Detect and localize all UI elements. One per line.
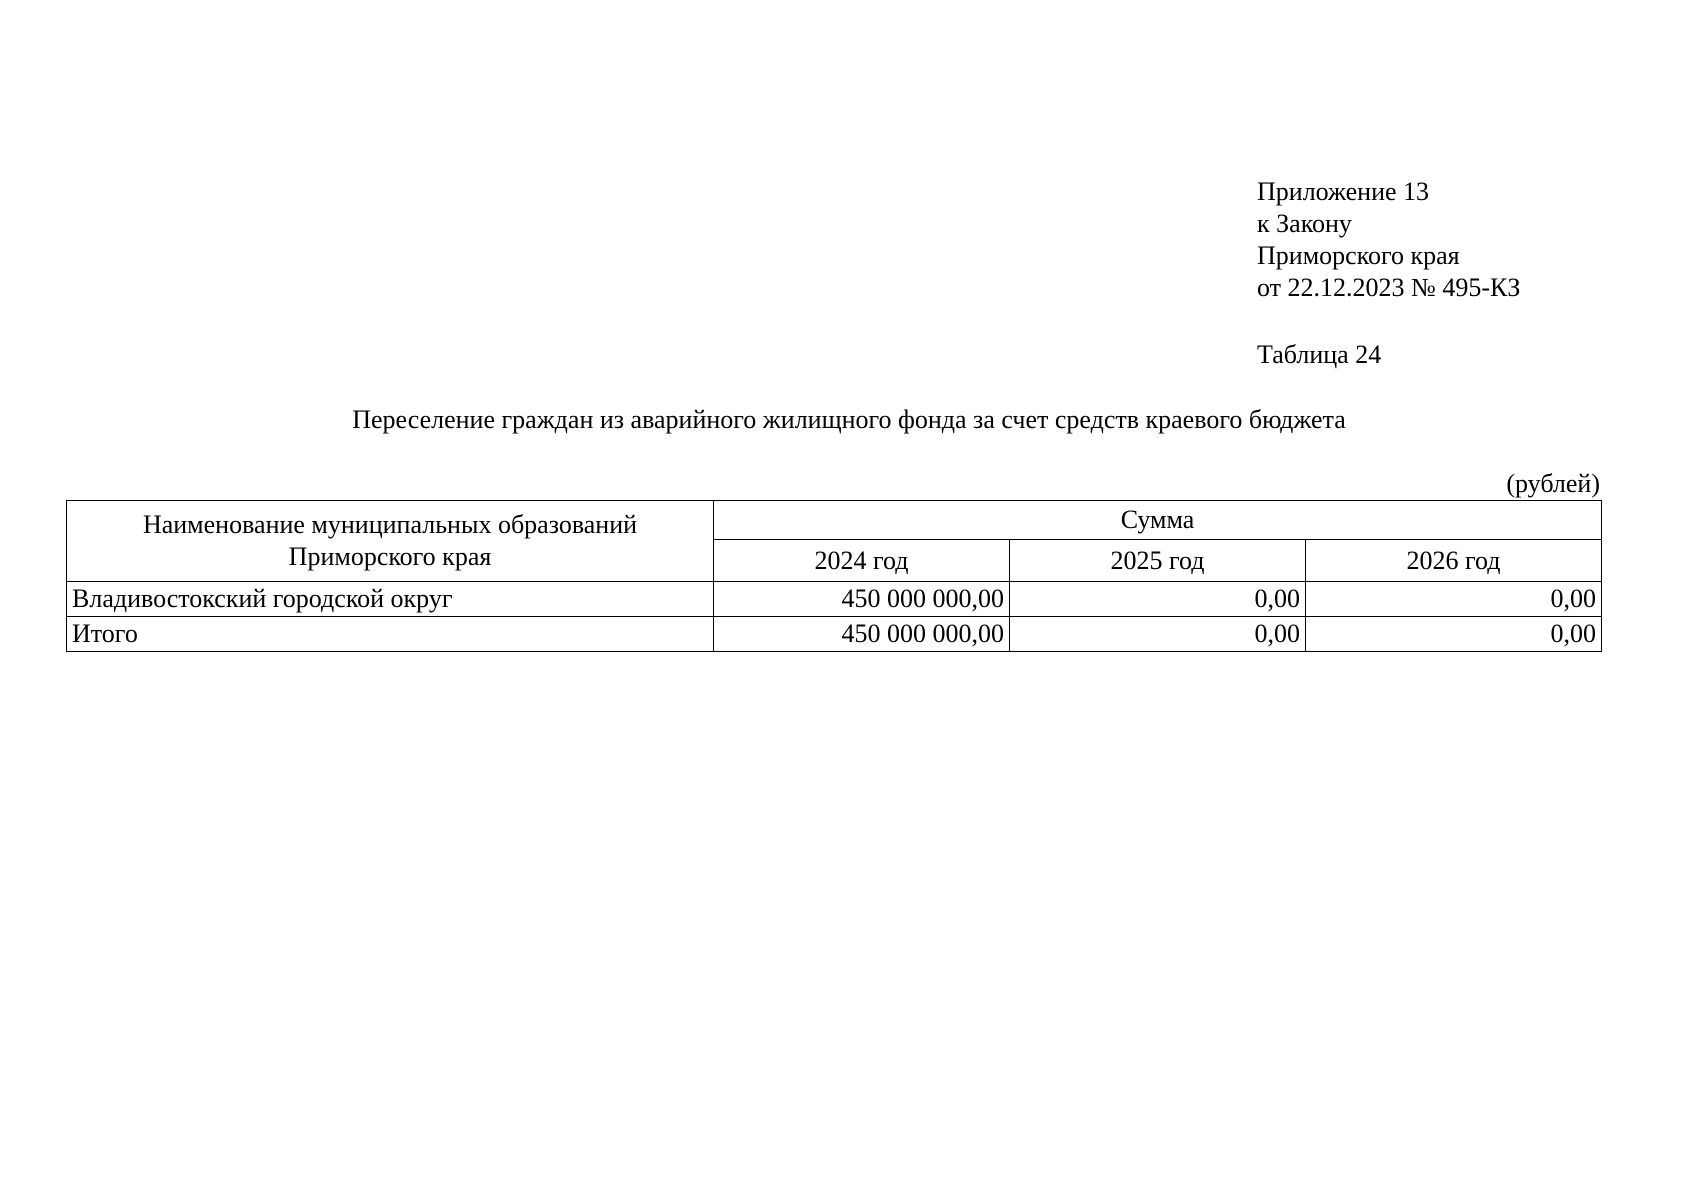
column-header-2024: 2024 год — [714, 540, 1010, 582]
appendix-date-number: от 22.12.2023 № 495-КЗ — [1257, 273, 1521, 302]
column-header-sum: Сумма — [714, 501, 1602, 540]
total-2025: 0,00 — [1010, 617, 1306, 652]
appendix-region: Приморского края — [1257, 241, 1460, 270]
total-2024: 450 000 000,00 — [714, 617, 1010, 652]
units-label: (рублей) — [1506, 469, 1600, 498]
municipality-name: Владивостокский городской округ — [67, 582, 714, 617]
table-header-row — [67, 501, 1602, 540]
appendix-header — [1257, 176, 1520, 304]
document-title: Переселение граждан из аварийного жилищного фонда за счет средств краевого бюджета — [352, 405, 1346, 434]
column-header-name-line1: Наименование муниципальных образований — [142, 510, 638, 539]
budget-table — [66, 500, 1602, 652]
column-header-2026: 2026 год — [1306, 540, 1602, 582]
column-header-name-line2: Приморского края — [288, 542, 492, 571]
appendix-law-ref: к Закону — [1257, 209, 1352, 238]
table-row — [67, 582, 1602, 617]
total-2026: 0,00 — [1306, 617, 1602, 652]
appendix-number: Приложение 13 — [1257, 177, 1430, 206]
column-header-2025: 2025 год — [1010, 540, 1306, 582]
column-header-name — [67, 501, 714, 582]
amount-2026: 0,00 — [1306, 582, 1602, 617]
table-number: Таблица 24 — [1257, 340, 1382, 369]
total-label: Итого — [67, 617, 714, 652]
total-row — [67, 617, 1602, 652]
amount-2025: 0,00 — [1010, 582, 1306, 617]
amount-2024: 450 000 000,00 — [714, 582, 1010, 617]
